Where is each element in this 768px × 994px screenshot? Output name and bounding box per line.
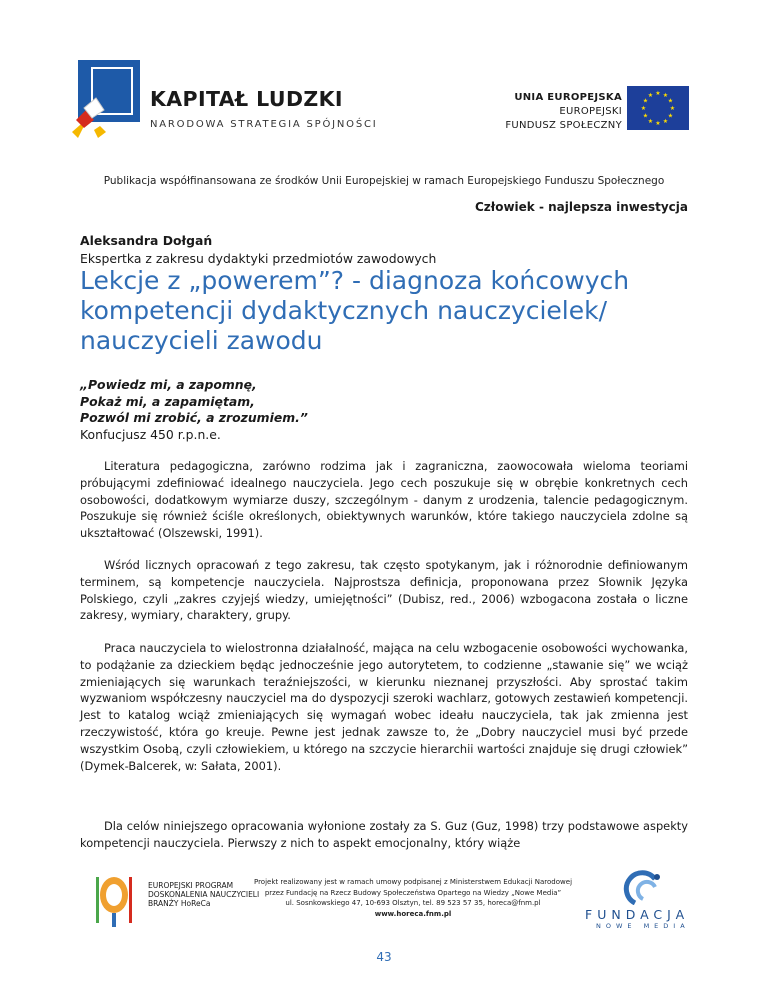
fundacja-logo-icon (605, 869, 685, 905)
title-line-3: nauczycieli zawodu (80, 326, 323, 355)
eu-flag-icon (627, 86, 689, 130)
article-title (80, 266, 700, 356)
quote-source: Konfucjusz 450 r.p.n.e. (80, 426, 221, 442)
eu-title: UNIA EUROPEJSKA (514, 92, 622, 103)
author-role: Ekspertka z zakresu dydaktyki przedmiotów zawodowych (80, 251, 437, 266)
svg-text:★: ★ (640, 105, 647, 112)
eu-line-1: EUROPEJSKI (559, 106, 622, 117)
svg-text:★: ★ (655, 90, 661, 97)
project-info (248, 877, 578, 919)
horeca-program-logo (92, 873, 136, 929)
svg-text:★: ★ (669, 105, 676, 112)
paragraph-4: Dla celów niniejszego opracowania wyłonione zostały za S. Guz (Guz, 1998) trzy podstawowe aspekty kompetencji nauczyciela. Pierwszy z nich to aspekt emocjonalny, który wiąże (80, 819, 688, 850)
paragraph-1: Literatura pedagogiczna, zarówno rodzima jak i zagraniczna, zaowocowała wieloma teoriami próbującymi zdefiniować idealnego nauczyciela. Jego cech poszukuje się w obrębie konkretnych cech osobowości, dodatkowym wymiarze duszy, szczególnym - danym z urodzenia, talencie pedagogicznym. Poszukuje się również ściśle określonych, obiektywnych warunków, które takiego nauczyciela zdolne są ukształtować (Olszewski, 1991). (80, 459, 688, 541)
program-line-2: DOSKONALENIA NAUCZYCIELI (148, 890, 260, 899)
author-name: Aleksandra Dołgań (80, 233, 213, 248)
kapital-ludzki-title: KAPITAŁ LUDZKI (150, 87, 343, 111)
svg-text:★: ★ (647, 92, 654, 99)
kapital-ludzki-subtitle: NARODOWA STRATEGIA SPÓJNOŚCI (150, 119, 378, 130)
program-line-1: EUROPEJSKI PROGRAM (148, 881, 234, 890)
project-website-link[interactable]: www.horeca.fnm.pl (374, 909, 452, 918)
quote-line-3: Pozwól mi zrobić, a zrozumiem.” (80, 410, 308, 425)
svg-text:★: ★ (642, 97, 649, 105)
eu-text-block (505, 91, 622, 133)
svg-text:★: ★ (662, 92, 669, 99)
title-line-1: Lekcje z „powerem”? - diagnoza końcowych (80, 266, 630, 295)
svg-text:★: ★ (647, 118, 654, 125)
svg-text:★: ★ (662, 118, 669, 125)
fundacja-name: FUNDACJA (585, 907, 690, 922)
program-name (148, 881, 259, 908)
slogan: Człowiek - najlepsza inwestycja (474, 200, 688, 214)
kapital-ludzki-logo (70, 60, 140, 140)
svg-text:★: ★ (642, 112, 649, 120)
quote-line-2: Pokaż mi, a zapamiętam, (80, 393, 255, 409)
epigraph-quote (80, 377, 308, 443)
cofinancing-note: Publikacja współfinansowana ze środków Unii Europejskiej w ramach Europejskiego Funduszu Społecznego (103, 175, 665, 187)
paragraph-2: Wśród licznych opracowań z tego zakresu, tak często spotykanym, jak i różnorodnie definiowanym terminem, są kompetencje nauczyciela. Najprostsza definicja, proponowana przez Słownik Języka Polskiego, czyli „zakres czyjejś wiedzy, umiejętności” (Dubisz, red., 2006) wzbogacona została o liczne zakresy, wymiary, charaktery, grupy. (80, 558, 688, 623)
fundacja-subtitle: NOWE MEDIA (596, 922, 690, 930)
paragraph-3: Praca nauczyciela to wielostronna działalność, mająca na celu wzbogacenie osobowości wychowanka, to podążanie za dzieckiem będąc jednocześnie jego autorytetem, to codzienne „stawanie się” we wciąż zmieniających się warunkach teraźniejszości, w kierunku nieznanej przyszłości. Aby sprostać takim wyzwaniom współczesny nauczyciel ma do dyspozycji szeroki wachlarz, gotowych zestawień kompetencji. Jest to katalog wciąż zmieniających się wymagań wobec ideału nauczyciela, tak jak zmienna jest rzeczywistość, która go kreuje. Pewne jest jednak zawsze to, że „Dobry nauczyciel musi być przede wszystkim Osobą, czyli człowiekiem, u którego na szczycie hierarchii wartości znajduje się drugi człowiek” (Dymek-Balcerek, w: Sałata, 2001). (80, 641, 688, 773)
svg-text:★: ★ (667, 112, 674, 120)
program-line-3: BRANŻY HoReCa (148, 899, 211, 908)
project-line-1: Projekt realizowany jest w ramach umowy podpisanej z Ministerstwem Edukacji Narodowej (253, 878, 573, 886)
svg-text:★: ★ (655, 120, 661, 127)
eu-line-2: FUNDUSZ SPOŁECZNY (505, 120, 622, 131)
project-line-3: ul. Sosnkowskiego 47, 10-693 Olsztyn, tel. 89 523 57 35, horeca@fnm.pl (285, 899, 541, 907)
page-number: 43 (376, 950, 392, 964)
title-line-2: kompetencji dydaktycznych nauczycielek/ (80, 296, 608, 325)
quote-line-1: „Powiedz mi, a zapomnę, (80, 377, 257, 392)
project-line-2: przez Fundację na Rzecz Budowy Społeczeństwa Opartego na Wiedzy „Nowe Media” (264, 888, 562, 897)
svg-text:★: ★ (667, 97, 674, 105)
